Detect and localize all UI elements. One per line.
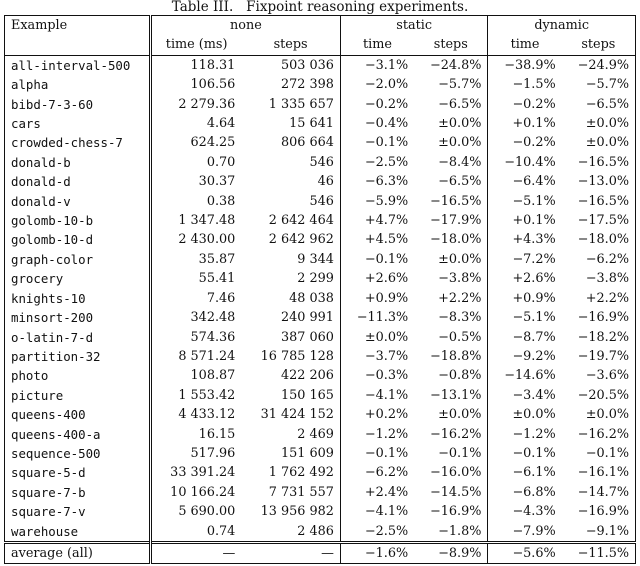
cell-dynamic-time: −3.4% — [488, 386, 562, 405]
cell-dynamic-time: −14.6% — [488, 366, 562, 385]
header-row-subcols — [5, 35, 636, 55]
table-row — [5, 192, 636, 211]
cell-none-time: 0.74 — [206, 523, 236, 539]
cell-static-time: +2.6% — [340, 269, 414, 288]
cell-static-steps: −0.1% — [438, 445, 482, 461]
header-example-blank — [5, 35, 151, 55]
cell-example: queens-400-a — [5, 425, 151, 444]
table-row — [5, 502, 636, 521]
cell-static-steps: +2.2% — [438, 290, 482, 306]
cell-static-time: +4.5% — [340, 230, 414, 249]
cell-static-steps: −24.8% — [430, 57, 482, 73]
cell-none-steps: 15 641 — [289, 116, 334, 132]
cell-none-steps: 2 486 — [297, 523, 334, 539]
table-row — [5, 405, 636, 424]
cell-dynamic-steps: −17.5% — [562, 211, 636, 230]
cell-example: sequence-500 — [5, 444, 151, 463]
average-dynamic-time: −5.6% — [488, 542, 562, 563]
table-row — [5, 483, 636, 502]
cell-static-steps: −16.5% — [430, 193, 482, 209]
cell-static-time: −6.3% — [340, 172, 414, 191]
cell-static-time: −0.1% — [340, 133, 414, 152]
cell-dynamic-time: +4.3% — [488, 230, 562, 249]
cell-example: o-latin-7-d — [5, 328, 151, 347]
cell-dynamic-steps: −24.9% — [562, 55, 636, 75]
cell-none-time: 2 279.36 — [178, 96, 236, 112]
cell-dynamic-time: −9.2% — [488, 347, 562, 366]
cell-static-steps: −1.8% — [438, 523, 482, 539]
cell-static-time: −2.5% — [340, 522, 414, 543]
cell-dynamic-time: −8.7% — [488, 328, 562, 347]
table-caption: Table III. Fixpoint reasoning experiments. — [171, 0, 469, 15]
cell-dynamic-time: −0.2% — [488, 133, 562, 152]
cell-dynamic-steps: ±0.0% — [562, 114, 636, 133]
cell-none-time: 33 391.24 — [170, 465, 236, 481]
cell-example: bibd-7-3-60 — [5, 95, 151, 114]
cell-dynamic-time: −6.4% — [488, 172, 562, 191]
table-row — [5, 172, 636, 191]
cell-dynamic-steps: −16.9% — [562, 308, 636, 327]
cell-none-time: 106.56 — [190, 77, 236, 93]
cell-example: crowded-chess-7 — [5, 133, 151, 152]
cell-static-steps: −17.9% — [430, 213, 482, 229]
cell-none-steps: 546 — [309, 154, 334, 170]
cell-dynamic-time: −6.8% — [488, 483, 562, 502]
cell-static-steps: −16.2% — [430, 426, 482, 442]
cell-static-time: −2.5% — [340, 153, 414, 172]
cell-none-steps: 7 731 557 — [268, 484, 334, 500]
cell-dynamic-steps: −3.8% — [562, 269, 636, 288]
cell-none-time: 7.46 — [206, 290, 236, 306]
cell-none-steps: 48 038 — [289, 290, 334, 306]
cell-none-steps: 46 — [317, 174, 334, 190]
table-row — [5, 308, 636, 327]
cell-example: photo — [5, 366, 151, 385]
cell-dynamic-time: +2.6% — [488, 269, 562, 288]
cell-none-time: 55.41 — [198, 271, 236, 287]
cell-dynamic-steps: −16.2% — [562, 425, 636, 444]
average-none-steps: — — [241, 542, 340, 563]
cell-none-time: 1 347.48 — [178, 213, 236, 229]
cell-static-steps: −0.5% — [438, 329, 482, 345]
cell-dynamic-time: −0.2% — [488, 95, 562, 114]
cell-none-steps: 1 335 657 — [268, 96, 334, 112]
cell-none-steps: 2 469 — [297, 426, 334, 442]
header-group-dynamic: dynamic — [488, 16, 636, 36]
cell-static-steps: −13.1% — [430, 387, 482, 403]
cell-dynamic-steps: −3.6% — [562, 366, 636, 385]
cell-example: donald-v — [5, 192, 151, 211]
cell-static-time: −1.2% — [340, 425, 414, 444]
table-row — [5, 75, 636, 94]
cell-static-steps: ±0.0% — [438, 135, 482, 151]
cell-static-steps: ±0.0% — [438, 116, 482, 132]
cell-static-steps: −16.9% — [430, 504, 482, 520]
cell-example: square-7-v — [5, 502, 151, 521]
cell-dynamic-time: ±0.0% — [488, 405, 562, 424]
cell-none-steps: 2 299 — [297, 271, 334, 287]
cell-dynamic-time: −7.9% — [488, 522, 562, 543]
cell-example: alpha — [5, 75, 151, 94]
cell-dynamic-steps: ±0.0% — [562, 405, 636, 424]
cell-example: grocery — [5, 269, 151, 288]
cell-static-steps: ±0.0% — [438, 251, 482, 267]
cell-none-steps: 9 344 — [297, 251, 334, 267]
cell-static-time: −0.4% — [340, 114, 414, 133]
table-row — [5, 114, 636, 133]
cell-static-time: −0.1% — [340, 250, 414, 269]
cell-example: all-interval-500 — [5, 55, 151, 75]
cell-dynamic-steps: −5.7% — [562, 75, 636, 94]
cell-static-steps: −18.8% — [430, 348, 482, 364]
cell-example: warehouse — [5, 522, 151, 543]
cell-none-steps: 2 642 962 — [268, 232, 334, 248]
cell-static-time: +0.9% — [340, 289, 414, 308]
cell-dynamic-steps: −18.0% — [562, 230, 636, 249]
cell-static-time: −11.3% — [340, 308, 414, 327]
cell-none-steps: 1 762 492 — [268, 465, 334, 481]
cell-none-steps: 503 036 — [280, 57, 334, 73]
cell-none-steps: 16 785 128 — [260, 348, 334, 364]
cell-static-time: −3.7% — [340, 347, 414, 366]
cell-dynamic-steps: −14.7% — [562, 483, 636, 502]
cell-example: donald-b — [5, 153, 151, 172]
cell-static-steps: −18.0% — [430, 232, 482, 248]
cell-example: graph-color — [5, 250, 151, 269]
table-row — [5, 444, 636, 463]
cell-dynamic-time: −5.1% — [488, 308, 562, 327]
cell-none-time: 2 430.00 — [178, 232, 236, 248]
cell-none-time: 118.31 — [190, 57, 236, 73]
cell-example: square-5-d — [5, 463, 151, 482]
cell-static-time: −0.2% — [340, 95, 414, 114]
average-label: average (all) — [5, 542, 151, 563]
cell-dynamic-time: +0.9% — [488, 289, 562, 308]
cell-static-time: −0.3% — [340, 366, 414, 385]
table-row — [5, 425, 636, 444]
cell-static-steps: −8.4% — [438, 154, 482, 170]
table-row — [5, 133, 636, 152]
fixpoint-table — [4, 15, 636, 564]
cell-none-time: 1 553.42 — [178, 387, 236, 403]
cell-static-time: +4.7% — [340, 211, 414, 230]
cell-static-steps: −6.5% — [438, 96, 482, 112]
header-none-steps: steps — [241, 35, 340, 55]
average-none-time: — — [151, 542, 242, 563]
table-row — [5, 366, 636, 385]
cell-none-steps: 13 956 982 — [260, 504, 334, 520]
cell-dynamic-time: +0.1% — [488, 114, 562, 133]
cell-none-steps: 272 398 — [280, 77, 334, 93]
cell-static-time: +2.4% — [340, 483, 414, 502]
header-dynamic-steps: steps — [562, 35, 636, 55]
cell-dynamic-time: −10.4% — [488, 153, 562, 172]
cell-none-time: 35.87 — [198, 251, 236, 267]
cell-static-time: ±0.0% — [340, 328, 414, 347]
cell-none-time: 8 571.24 — [178, 348, 236, 364]
cell-static-time: −4.1% — [340, 386, 414, 405]
cell-dynamic-time: −1.5% — [488, 75, 562, 94]
cell-none-time: 574.36 — [190, 329, 236, 345]
average-row — [5, 542, 636, 563]
cell-static-steps: −14.5% — [430, 484, 482, 500]
table-row — [5, 250, 636, 269]
header-none-time: time (ms) — [151, 35, 242, 55]
cell-none-steps: 31 424 152 — [260, 407, 334, 423]
cell-none-steps: 546 — [309, 193, 334, 209]
cell-example: knights-10 — [5, 289, 151, 308]
cell-static-time: −6.2% — [340, 463, 414, 482]
cell-dynamic-time: −4.3% — [488, 502, 562, 521]
cell-example: minsort-200 — [5, 308, 151, 327]
cell-dynamic-steps: −19.7% — [562, 347, 636, 366]
table-row — [5, 328, 636, 347]
cell-static-steps: −16.0% — [430, 465, 482, 481]
header-group-static: static — [340, 16, 488, 36]
cell-static-steps: −0.8% — [438, 368, 482, 384]
cell-none-time: 0.70 — [206, 154, 236, 170]
cell-dynamic-steps: −18.2% — [562, 328, 636, 347]
cell-none-steps: 2 642 464 — [268, 213, 334, 229]
cell-dynamic-steps: −9.1% — [562, 522, 636, 543]
table-row — [5, 95, 636, 114]
cell-dynamic-steps: ±0.0% — [562, 133, 636, 152]
cell-example: donald-d — [5, 172, 151, 191]
cell-none-steps: 387 060 — [280, 329, 334, 345]
cell-none-time: 4 433.12 — [178, 407, 236, 423]
cell-example: golomb-10-b — [5, 211, 151, 230]
cell-dynamic-time: +0.1% — [488, 211, 562, 230]
cell-none-time: 10 166.24 — [170, 484, 236, 500]
cell-none-time: 108.87 — [190, 368, 236, 384]
cell-example: square-7-b — [5, 483, 151, 502]
table-row — [5, 230, 636, 249]
cell-static-time: −2.0% — [340, 75, 414, 94]
cell-dynamic-time: −0.1% — [488, 444, 562, 463]
cell-dynamic-steps: −16.9% — [562, 502, 636, 521]
table-row — [5, 347, 636, 366]
cell-dynamic-steps: −20.5% — [562, 386, 636, 405]
cell-none-steps: 422 206 — [280, 368, 334, 384]
cell-dynamic-time: −1.2% — [488, 425, 562, 444]
table-row — [5, 211, 636, 230]
cell-static-steps: −8.3% — [438, 310, 482, 326]
cell-dynamic-steps: −16.5% — [562, 192, 636, 211]
cell-none-time: 342.48 — [190, 310, 236, 326]
header-static-steps: steps — [414, 35, 488, 55]
cell-static-time: −3.1% — [340, 55, 414, 75]
cell-example: picture — [5, 386, 151, 405]
cell-dynamic-steps: −6.5% — [562, 95, 636, 114]
cell-none-time: 0.38 — [206, 193, 236, 209]
table-row — [5, 269, 636, 288]
cell-static-steps: ±0.0% — [438, 407, 482, 423]
average-static-time: −1.6% — [340, 542, 414, 563]
table-row — [5, 463, 636, 482]
cell-none-steps: 806 664 — [280, 135, 334, 151]
header-row-groups — [5, 16, 636, 36]
cell-example: cars — [5, 114, 151, 133]
cell-dynamic-time: −6.1% — [488, 463, 562, 482]
cell-dynamic-steps: −16.1% — [562, 463, 636, 482]
cell-none-steps: 240 991 — [280, 310, 334, 326]
cell-static-time: −4.1% — [340, 502, 414, 521]
cell-none-steps: 151 609 — [280, 445, 334, 461]
cell-dynamic-steps: −6.2% — [562, 250, 636, 269]
cell-static-time: +0.2% — [340, 405, 414, 424]
header-example: Example — [5, 16, 151, 36]
cell-static-steps: −5.7% — [438, 77, 482, 93]
cell-dynamic-steps: −13.0% — [562, 172, 636, 191]
average-static-steps: −8.9% — [414, 542, 488, 563]
cell-none-time: 517.96 — [190, 445, 236, 461]
table-row — [5, 153, 636, 172]
cell-dynamic-time: −5.1% — [488, 192, 562, 211]
cell-none-steps: 150 165 — [280, 387, 334, 403]
cell-example: queens-400 — [5, 405, 151, 424]
cell-static-steps: −6.5% — [438, 174, 482, 190]
cell-static-time: −5.9% — [340, 192, 414, 211]
cell-static-steps: −3.8% — [438, 271, 482, 287]
cell-none-time: 4.64 — [206, 116, 236, 132]
cell-example: partition-32 — [5, 347, 151, 366]
cell-none-time: 624.25 — [190, 135, 236, 151]
header-static-time: time — [340, 35, 414, 55]
cell-static-time: −0.1% — [340, 444, 414, 463]
table-row — [5, 55, 636, 75]
cell-dynamic-steps: +2.2% — [562, 289, 636, 308]
cell-none-time: 30.37 — [198, 174, 236, 190]
cell-none-time: 5 690.00 — [178, 504, 236, 520]
cell-dynamic-time: −7.2% — [488, 250, 562, 269]
cell-dynamic-steps: −16.5% — [562, 153, 636, 172]
cell-dynamic-steps: −0.1% — [562, 444, 636, 463]
cell-dynamic-time: −38.9% — [488, 55, 562, 75]
table-row — [5, 522, 636, 543]
table-row — [5, 386, 636, 405]
header-group-none: none — [151, 16, 341, 36]
table-row — [5, 289, 636, 308]
header-dynamic-time: time — [488, 35, 562, 55]
cell-example: golomb-10-d — [5, 230, 151, 249]
average-dynamic-steps: −11.5% — [562, 542, 636, 563]
cell-none-time: 16.15 — [198, 426, 236, 442]
